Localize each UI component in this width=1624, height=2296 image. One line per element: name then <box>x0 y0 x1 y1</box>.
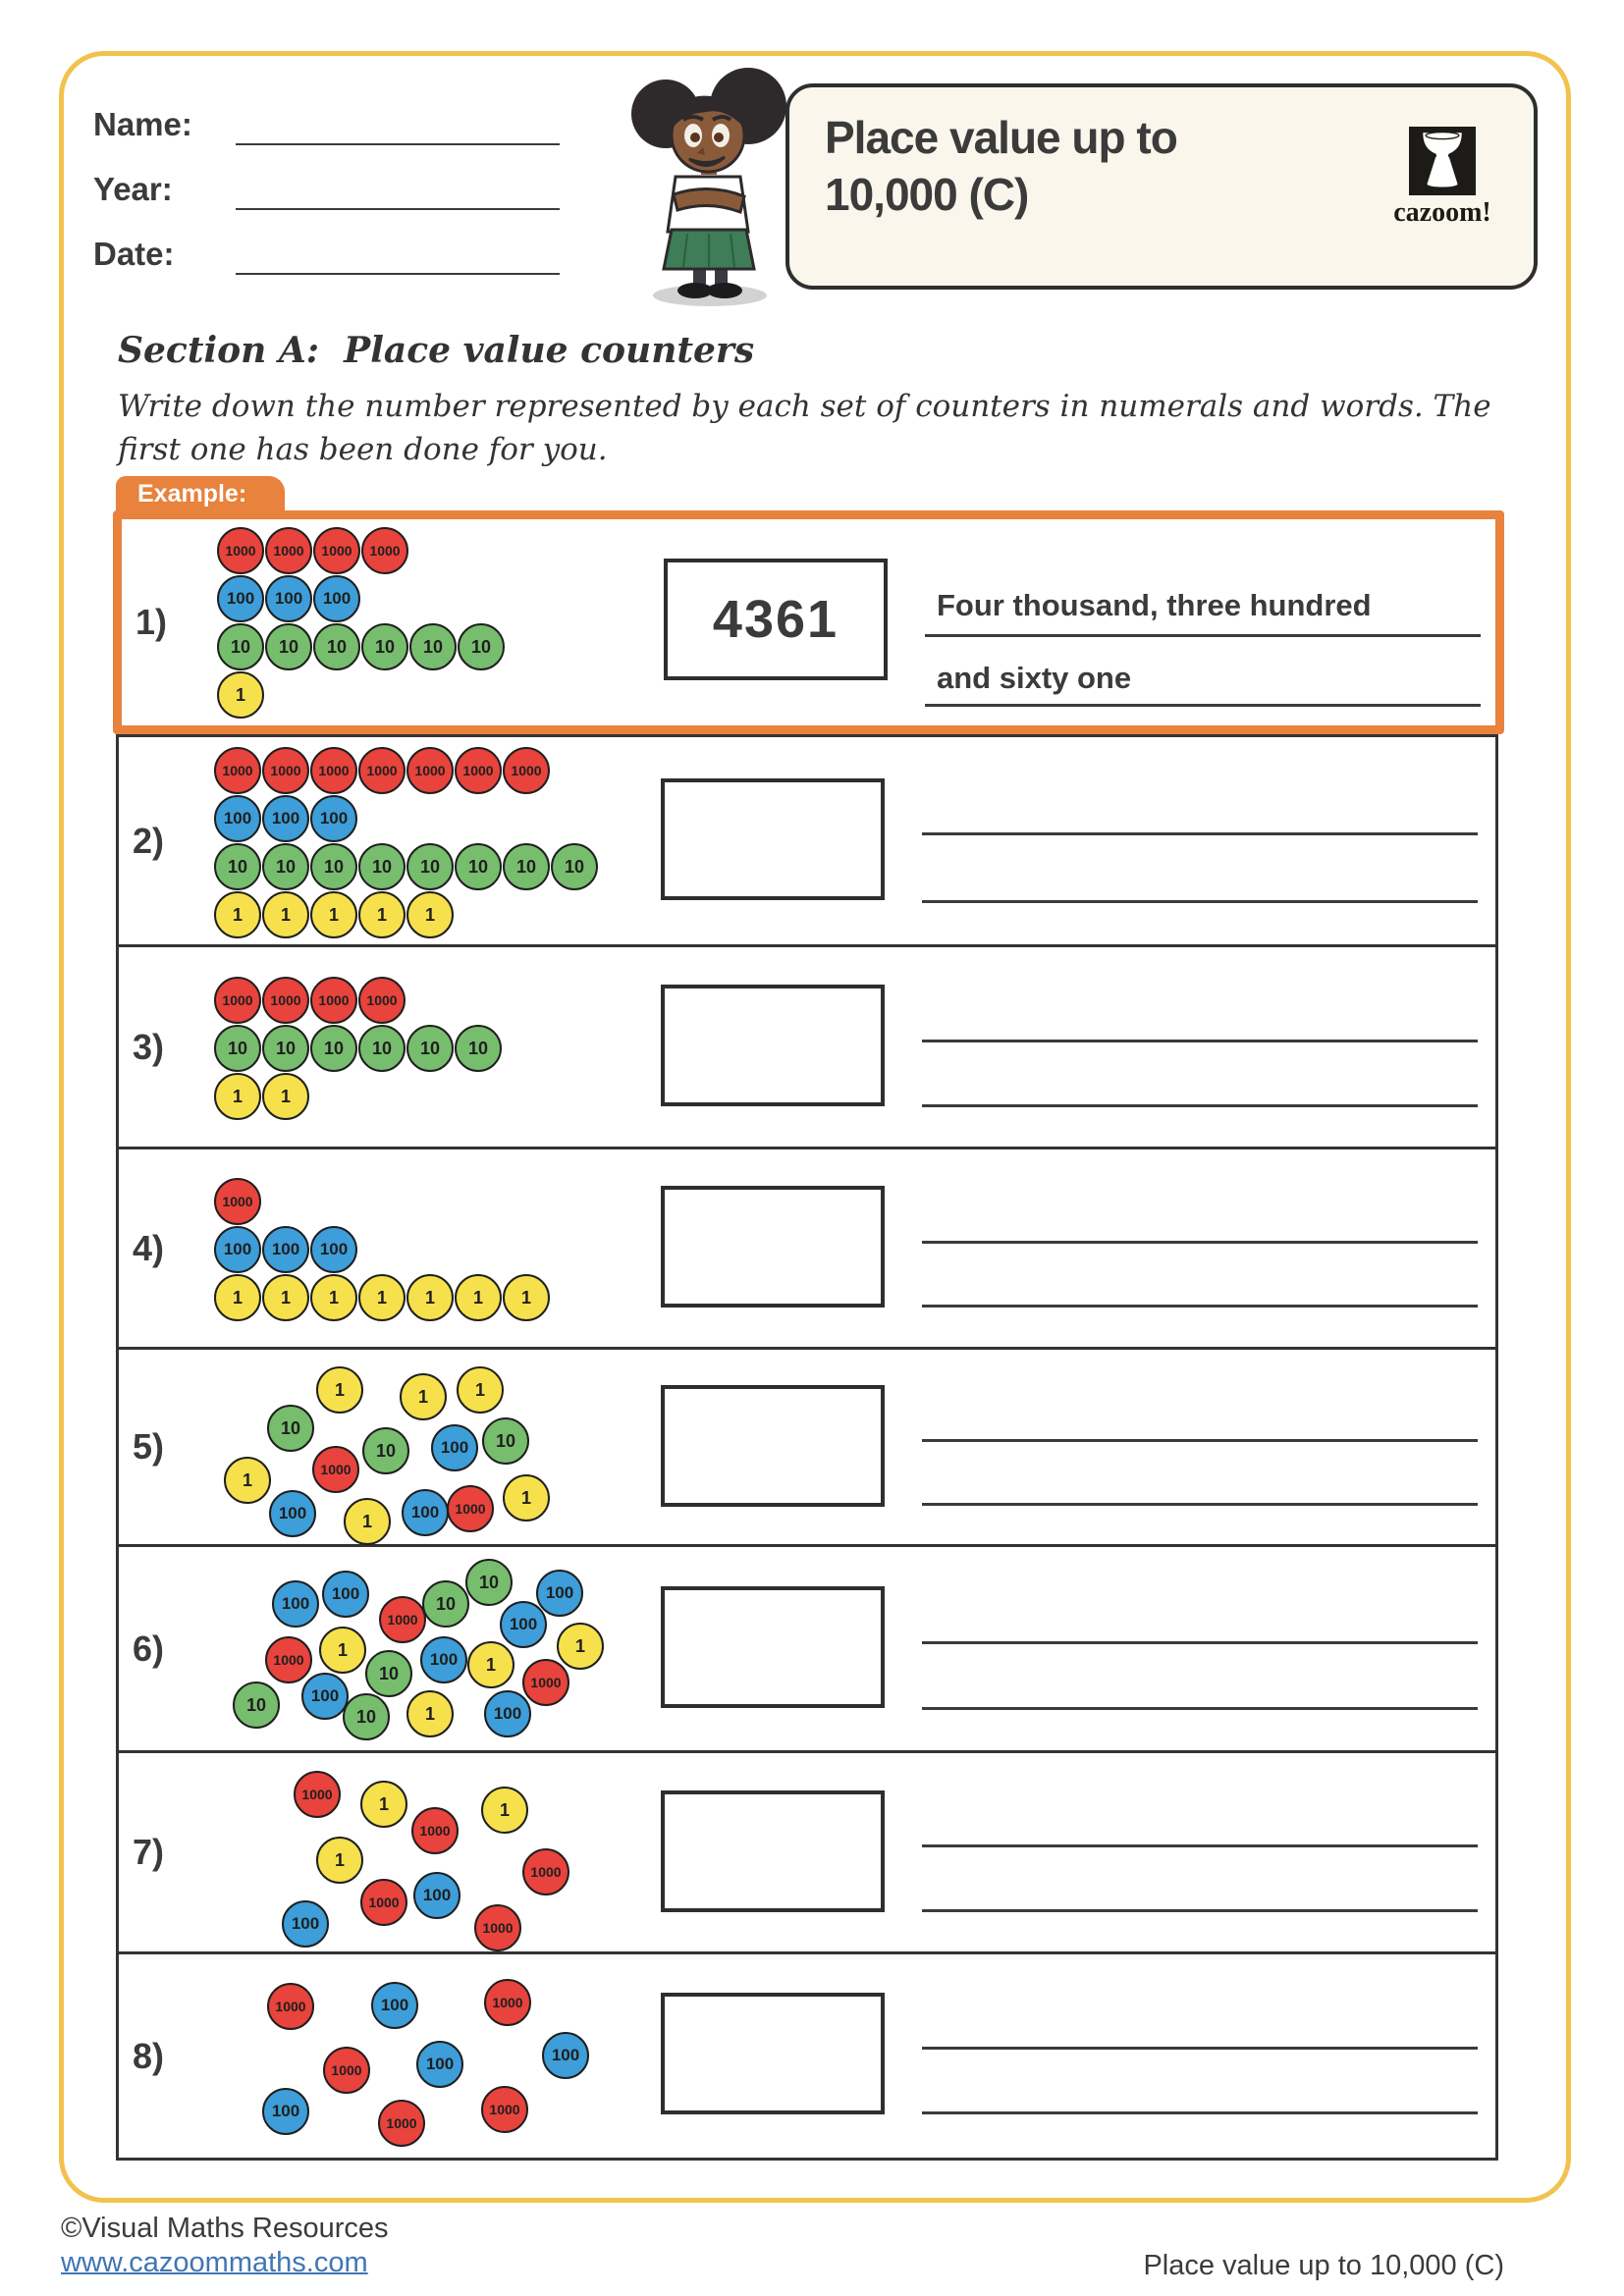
counter-10: 10 <box>551 843 598 890</box>
words-answer-line[interactable] <box>922 832 1478 835</box>
counter-100: 100 <box>272 1580 319 1628</box>
date-input-line[interactable] <box>236 273 560 275</box>
counter-10: 10 <box>310 843 357 890</box>
counter-1: 1 <box>457 1366 504 1414</box>
words-answer-line[interactable] <box>922 1641 1478 1644</box>
counter-1000: 1000 <box>447 1485 494 1532</box>
name-field <box>93 106 192 151</box>
counter-1000: 1000 <box>323 2047 370 2094</box>
counters-area <box>214 947 651 1147</box>
counter-1: 1 <box>316 1366 363 1414</box>
words-answer-line[interactable] <box>922 1503 1478 1506</box>
counter-100: 100 <box>500 1601 547 1648</box>
counter-1000: 1000 <box>360 1879 407 1926</box>
counter-100: 100 <box>420 1636 467 1683</box>
counter-100: 100 <box>214 795 261 842</box>
footer-worksheet-name: Place value up to 10,000 (C) <box>1143 2250 1504 2281</box>
counter-100: 100 <box>431 1424 478 1471</box>
section-a-heading: Section A: Place value counters <box>118 330 755 371</box>
words-answer-line[interactable] <box>922 1909 1478 1912</box>
example-row <box>122 519 1495 725</box>
counter-1: 1 <box>400 1373 447 1420</box>
question-row <box>119 1954 1495 2158</box>
counters-area <box>214 1350 651 1544</box>
worksheet-title <box>825 109 1177 223</box>
counter-100: 100 <box>310 1226 357 1273</box>
words-answer-line[interactable] <box>925 634 1481 637</box>
words-answer-line[interactable] <box>922 1439 1478 1442</box>
counter-100: 100 <box>536 1570 583 1617</box>
counter-1: 1 <box>467 1641 514 1688</box>
counter-10: 10 <box>458 623 505 670</box>
counter-1000: 1000 <box>312 1446 359 1493</box>
counter-1000: 1000 <box>484 1979 531 2026</box>
date-label: Date: <box>93 236 175 272</box>
counter-10: 10 <box>358 843 406 890</box>
counter-10: 10 <box>422 1580 469 1628</box>
section-a-instructions: Write down the number represented by each set of counters in numerals and words. The first one has been done for you. <box>118 389 1491 467</box>
counter-1: 1 <box>262 891 309 938</box>
numeral-answer-box[interactable] <box>661 1186 885 1308</box>
counter-10: 10 <box>262 843 309 890</box>
counter-1: 1 <box>217 671 264 719</box>
counter-1000: 1000 <box>265 527 312 574</box>
counter-10: 10 <box>214 1025 261 1072</box>
counter-1000: 1000 <box>294 1771 341 1818</box>
counters-area <box>214 1753 651 1951</box>
counter-100: 100 <box>413 1872 460 1919</box>
counter-1000: 1000 <box>455 747 502 794</box>
question-row <box>119 1149 1495 1350</box>
counter-1: 1 <box>262 1274 309 1321</box>
counter-1000: 1000 <box>481 2086 528 2133</box>
counter-100: 100 <box>214 1226 261 1273</box>
counter-100: 100 <box>313 575 360 622</box>
counter-100: 100 <box>282 1900 329 1948</box>
title-box <box>785 83 1538 290</box>
counter-100: 100 <box>262 1226 309 1273</box>
counter-100: 100 <box>371 1982 418 2029</box>
question-row <box>119 1350 1495 1547</box>
counter-1000: 1000 <box>358 977 406 1024</box>
counter-1: 1 <box>503 1274 550 1321</box>
counters-area <box>214 737 651 944</box>
counter-100: 100 <box>416 2041 463 2088</box>
counter-1: 1 <box>360 1781 407 1828</box>
name-label: Name: <box>93 106 192 142</box>
counters-area <box>214 1149 651 1347</box>
footer-copyright: ©Visual Maths Resources <box>61 2213 389 2244</box>
counter-10: 10 <box>361 623 408 670</box>
counter-1000: 1000 <box>522 1659 569 1706</box>
counter-1000: 1000 <box>379 1596 426 1643</box>
counter-1: 1 <box>214 891 261 938</box>
counter-1: 1 <box>310 891 357 938</box>
example-tab: Example: <box>116 476 285 511</box>
counter-1: 1 <box>316 1837 363 1884</box>
counter-100: 100 <box>301 1673 349 1720</box>
numeral-answer-box[interactable] <box>661 1586 885 1708</box>
counter-100: 100 <box>402 1489 449 1536</box>
counter-10: 10 <box>503 843 550 890</box>
counter-100: 100 <box>262 795 309 842</box>
words-answer-line[interactable] <box>922 2047 1478 2050</box>
counters-area <box>214 1547 651 1750</box>
counter-1: 1 <box>358 1274 406 1321</box>
counter-1000: 1000 <box>310 747 357 794</box>
counter-10: 10 <box>365 1650 412 1697</box>
title-line-1: Place value up to <box>825 112 1177 163</box>
counter-1000: 1000 <box>411 1807 459 1854</box>
name-input-line[interactable] <box>236 143 560 145</box>
counter-10: 10 <box>267 1405 314 1452</box>
question-row <box>119 1753 1495 1954</box>
counter-10: 10 <box>265 623 312 670</box>
counter-1000: 1000 <box>217 527 264 574</box>
date-field <box>93 236 175 281</box>
question-number: 6) <box>133 1628 165 1669</box>
counter-1000: 1000 <box>358 747 406 794</box>
cazoom-logo <box>1379 127 1506 229</box>
counter-1000: 1000 <box>262 747 309 794</box>
year-field <box>93 171 173 216</box>
drum-icon <box>1409 127 1476 195</box>
girl-illustration <box>617 57 803 307</box>
counter-1: 1 <box>224 1457 271 1504</box>
counter-1000: 1000 <box>378 2100 425 2147</box>
counter-100: 100 <box>265 575 312 622</box>
counter-100: 100 <box>310 795 357 842</box>
title-line-2: 10,000 (C) <box>825 169 1029 220</box>
words-answer-line[interactable] <box>922 1305 1478 1308</box>
counter-10: 10 <box>406 1025 454 1072</box>
numeral-answer-box[interactable] <box>661 1790 885 1912</box>
counter-1: 1 <box>455 1274 502 1321</box>
words-answer-line[interactable] <box>925 704 1481 707</box>
words-answer-text: and sixty one <box>937 661 1132 695</box>
counter-1000: 1000 <box>214 1178 261 1225</box>
question-row <box>119 737 1495 947</box>
counter-10: 10 <box>455 1025 502 1072</box>
counter-1000: 1000 <box>265 1636 312 1683</box>
question-row <box>119 1547 1495 1753</box>
counter-100: 100 <box>217 575 264 622</box>
words-answer-line[interactable] <box>922 1241 1478 1244</box>
words-answer-line[interactable] <box>922 2111 1478 2114</box>
counter-1000: 1000 <box>361 527 408 574</box>
numeral-answer-box[interactable] <box>661 985 885 1106</box>
logo-text: cazoom! <box>1393 197 1491 228</box>
counter-10: 10 <box>358 1025 406 1072</box>
counter-100: 100 <box>542 2032 589 2079</box>
words-answer-line[interactable] <box>922 1040 1478 1042</box>
counter-1000: 1000 <box>262 977 309 1024</box>
counter-10: 10 <box>406 843 454 890</box>
counter-1: 1 <box>406 891 454 938</box>
counters-area <box>214 1954 651 2158</box>
counter-10: 10 <box>455 843 502 890</box>
counter-1: 1 <box>344 1498 391 1545</box>
counter-1: 1 <box>503 1474 550 1522</box>
counter-1: 1 <box>319 1627 366 1674</box>
numeral-answer-box[interactable] <box>661 778 885 900</box>
year-input-line[interactable] <box>236 208 560 210</box>
counter-10: 10 <box>214 843 261 890</box>
question-row <box>119 947 1495 1149</box>
counters-area <box>217 519 654 725</box>
counter-10: 10 <box>217 623 264 670</box>
counter-1: 1 <box>310 1274 357 1321</box>
counter-10: 10 <box>362 1427 409 1474</box>
counter-10: 10 <box>409 623 457 670</box>
counter-1000: 1000 <box>522 1848 569 1896</box>
counter-10: 10 <box>233 1682 280 1729</box>
numeral-answer-box[interactable]: 4361 <box>664 559 888 680</box>
year-label: Year: <box>93 171 173 207</box>
question-number: 2) <box>133 820 165 861</box>
counter-10: 10 <box>482 1417 529 1465</box>
counter-10: 10 <box>262 1025 309 1072</box>
counter-1: 1 <box>406 1690 454 1737</box>
counter-10: 10 <box>465 1559 513 1606</box>
question-number: 7) <box>133 1832 165 1872</box>
counter-1000: 1000 <box>214 977 261 1024</box>
question-number: 8) <box>133 2035 165 2076</box>
question-number: 5) <box>133 1426 165 1467</box>
example-box <box>113 510 1504 734</box>
question-number: 4) <box>133 1227 165 1268</box>
questions-table <box>116 734 1498 2161</box>
counter-1: 1 <box>262 1073 309 1120</box>
words-answer-line[interactable] <box>922 900 1478 903</box>
counter-1000: 1000 <box>214 747 261 794</box>
counter-100: 100 <box>262 2088 309 2135</box>
footer-link[interactable]: www.cazoommaths.com <box>61 2247 368 2278</box>
counter-1000: 1000 <box>474 1904 521 1951</box>
words-answer-line[interactable] <box>922 1104 1478 1107</box>
words-answer-text: Four thousand, three hundred <box>937 588 1372 622</box>
question-number: 3) <box>133 1026 165 1067</box>
counter-1000: 1000 <box>313 527 360 574</box>
words-answer-line[interactable] <box>922 1844 1478 1847</box>
counter-1000: 1000 <box>267 1983 314 2030</box>
numeral-answer-box[interactable] <box>661 1993 885 2114</box>
counter-1: 1 <box>214 1274 261 1321</box>
counter-1000: 1000 <box>406 747 454 794</box>
counter-1000: 1000 <box>503 747 550 794</box>
counter-10: 10 <box>343 1693 390 1740</box>
counter-10: 10 <box>310 1025 357 1072</box>
counter-1000: 1000 <box>310 977 357 1024</box>
counter-1: 1 <box>557 1623 604 1670</box>
counter-1: 1 <box>406 1274 454 1321</box>
counter-100: 100 <box>484 1690 531 1737</box>
counter-100: 100 <box>322 1571 369 1618</box>
counter-1: 1 <box>481 1787 528 1834</box>
counter-10: 10 <box>313 623 360 670</box>
words-answer-line[interactable] <box>922 1707 1478 1710</box>
counter-1: 1 <box>358 891 406 938</box>
counter-100: 100 <box>269 1490 316 1537</box>
numeral-answer-box[interactable] <box>661 1385 885 1507</box>
counter-1: 1 <box>214 1073 261 1120</box>
question-number: 1) <box>135 602 168 642</box>
